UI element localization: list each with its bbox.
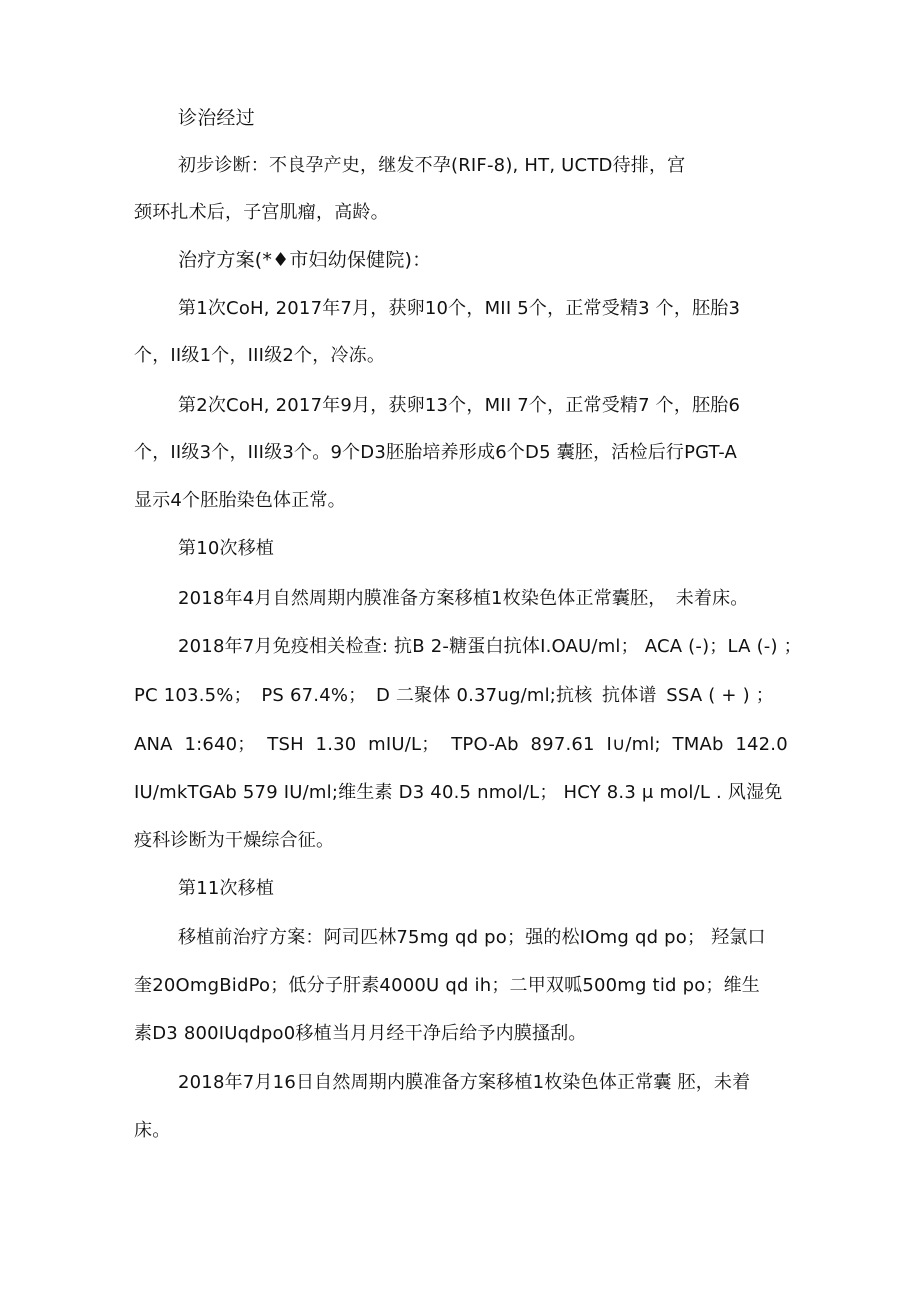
tmab-label: TMAb bbox=[672, 734, 724, 755]
cycle2-line-2: 个，II级3个，III级3个。9个D3胚胎培养形成6个D5 囊胚，活检后行PGT-A bbox=[134, 442, 738, 463]
cycle1-line-2: 个，II级1个，III级2个，冷冻。 bbox=[134, 345, 386, 366]
immune-tests-line-1: 2018年7月免疫相关检查: 抗B 2-糖蛋白抗体I.OAU/ml； ACA (-)；LA (-) ； bbox=[178, 636, 802, 657]
tpo-ab-value: 897.61 bbox=[530, 734, 595, 755]
tsh-unit: mIU/L； bbox=[368, 734, 440, 755]
ssa-value: SSA ( + ) ； bbox=[666, 685, 774, 706]
pre-treatment-line-3: 素D3 800IUqdpo0移植当月月经干净后给予内膜搔刮。 bbox=[134, 1023, 587, 1044]
treatment-heading: 治疗方案(*♦市妇幼保健院)： bbox=[178, 249, 432, 271]
ps-value: PS 67.4%； bbox=[261, 685, 367, 706]
pre-treatment-line-2: 奎20OmgBidPo；低分子肝素4000U qd ih；二甲双呱500mg tid po；维生 bbox=[134, 975, 761, 996]
diagnosis-line-2: 颈环扎术后，子宫肌瘤，高龄。 bbox=[134, 202, 389, 223]
cycle1-line-1: 第1次CoH, 2017年7月，获卵10个，MII 5个，正常受精3 个，胚胎3 bbox=[178, 298, 741, 319]
pre-treatment-line-1: 移植前治疗方案：阿司匹林75mg qd po；强的松IOmg qd po； 羟氯口 bbox=[178, 927, 766, 948]
transfer11-heading: 第11次移植 bbox=[178, 878, 275, 899]
ana-value: 1:640； bbox=[184, 734, 256, 755]
immune-tests-line-3 bbox=[134, 733, 788, 757]
tsh-value: 1.30 bbox=[315, 734, 357, 755]
cycle2-line-3: 显示4个胚胎染色体正常。 bbox=[134, 490, 346, 511]
immune-tests-line-2 bbox=[134, 684, 774, 708]
diagnosis-line-1: 初步诊断：不良孕产史，继发不孕(RIF-8), HT, UCTD待排，宫 bbox=[178, 155, 686, 176]
transfer11-result-line-1: 2018年7月16日自然周期内膜准备方案移植1枚染色体正常囊 胚，未着 bbox=[178, 1072, 751, 1093]
pc-value: PC 103.5%； bbox=[134, 685, 252, 706]
transfer10-heading: 第10次移植 bbox=[178, 538, 275, 559]
immune-tests-line-5: 疫科诊断为干燥综合征。 bbox=[134, 830, 335, 851]
section-title: 诊治经过 bbox=[178, 107, 255, 129]
transfer11-result-line-2: 床。 bbox=[134, 1120, 171, 1141]
immune-tests-line-4: IU/mkTGAb 579 IU/ml;维生素 D3 40.5 nmol/L； HCY 8.3 μ mol/L . 风湿免 bbox=[134, 782, 783, 803]
antibody-spectrum-label: 抗体谱 bbox=[602, 685, 657, 706]
tpo-ab-unit: I∪/ml; bbox=[606, 734, 661, 755]
tmab-value: 142.0 bbox=[735, 734, 788, 755]
tsh-label: TSH bbox=[267, 734, 304, 755]
cycle2-line-1: 第2次CoH, 2017年9月，获卵13个，MII 7个，正常受精7 个，胚胎6 bbox=[178, 395, 741, 416]
ana-label: ANA bbox=[134, 734, 173, 755]
d-dimer-value: D 二聚体 0.37ug/ml;抗核 bbox=[375, 685, 593, 706]
tpo-ab-label: TPO-Ab bbox=[451, 734, 519, 755]
transfer10-result: 2018年4月自然周期内膜准备方案移植1枚染色体正常囊胚， 未着床。 bbox=[178, 588, 749, 609]
